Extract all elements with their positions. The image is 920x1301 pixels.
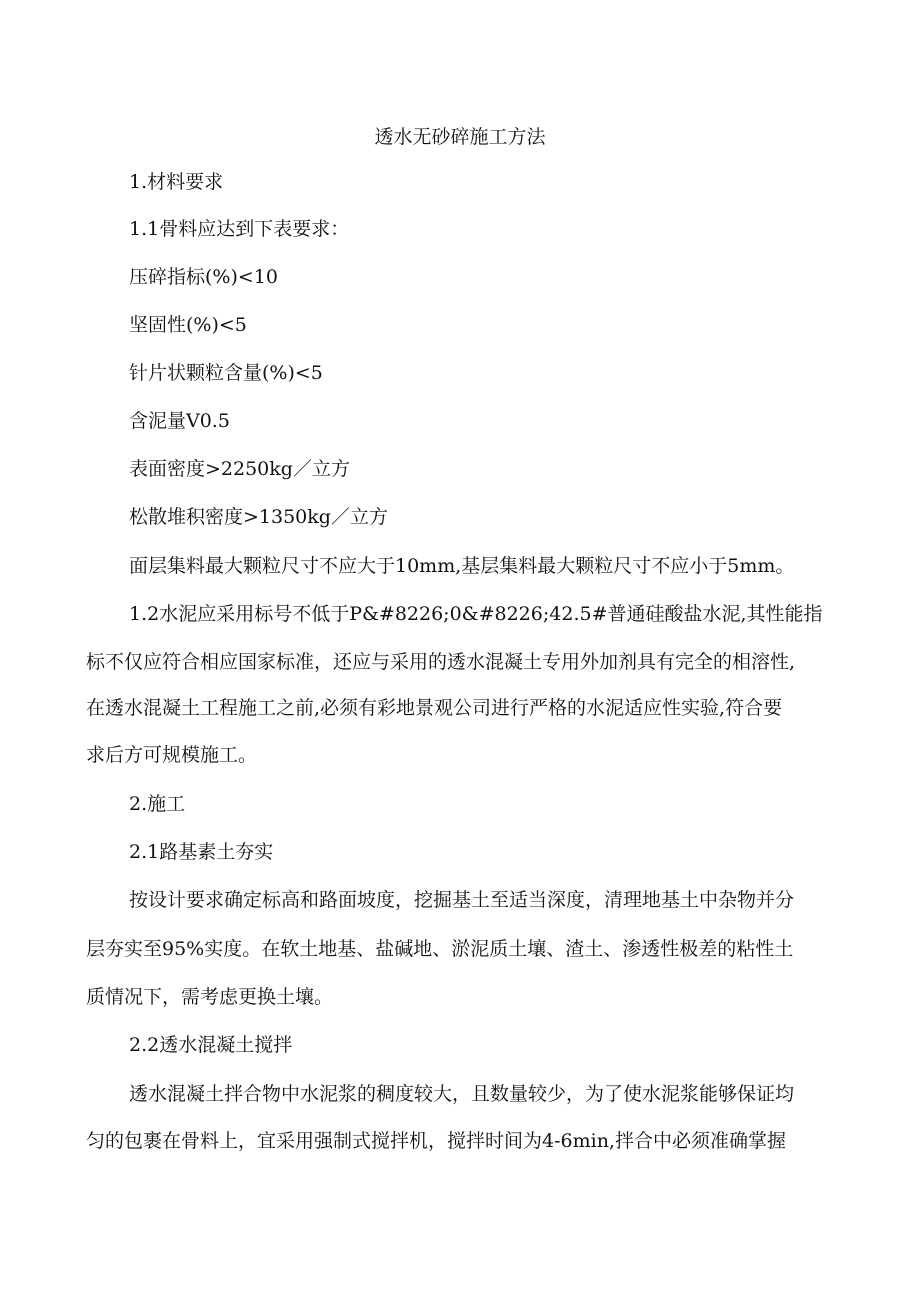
- section-heading: 2.施工: [129, 793, 186, 815]
- spec-line: 针片状颗粒含量(%)<5: [129, 362, 323, 384]
- spec-line: 压碎指标(%)<10: [129, 266, 278, 288]
- paragraph-line: 标不仅应符合相应国家标准，还应与采用的透水混凝土专用外加剂具有完全的相溶性,: [86, 651, 796, 673]
- paragraph-line: 在透水混凝土工程施工之前,必须有彩地景观公司进行严格的水泥适应性实验,符合要: [86, 697, 783, 719]
- paragraph-line: 面层集料最大颗粒尺寸不应大于10mm,基层集料最大颗粒尺寸不应小于5mm。: [129, 555, 795, 577]
- section-heading: 1.材料要求: [129, 171, 224, 193]
- spec-line: 坚固性(%)<5: [129, 314, 247, 336]
- spec-line: 松散堆积密度>1350kg／立方: [129, 506, 388, 528]
- spec-line: 表面密度>2250kg／立方: [129, 458, 350, 480]
- subsection-heading: 2.2透水混凝土搅拌: [129, 1034, 293, 1056]
- paragraph-line: 1.2水泥应采用标号不低于P&#8226;0&#8226;42.5#普通硅酸盐水泥,其性能指: [129, 603, 823, 625]
- subsection-heading: 1.1骨料应达到下表要求：: [129, 218, 350, 240]
- document-title: 透水无砂碎施工方法: [374, 126, 546, 148]
- paragraph-line: 匀的包裹在骨料上，宜采用强制式搅拌机，搅拌时间为4-6min,拌合中必须准确掌握: [86, 1130, 786, 1152]
- paragraph-line: 层夯实至95%实度。在软土地基、盐碱地、淤泥质土壤、渣土、渗透性极差的粘性土: [86, 938, 794, 960]
- paragraph-line: 质情况下，需考虑更换土壤。: [86, 986, 334, 1008]
- paragraph-line: 透水混凝土拌合物中水泥浆的稠度较大，且数量较少，为了使水泥浆能够保证均: [129, 1083, 795, 1105]
- subsection-heading: 2.1路基素土夯实: [129, 841, 274, 863]
- paragraph-line: 按设计要求确定标高和路面坡度，挖掘基土至适当深度，清理地基土中杂物并分: [129, 889, 795, 911]
- spec-line: 含泥量V0.5: [129, 410, 230, 432]
- paragraph-line: 求后方可规模施工。: [86, 744, 258, 766]
